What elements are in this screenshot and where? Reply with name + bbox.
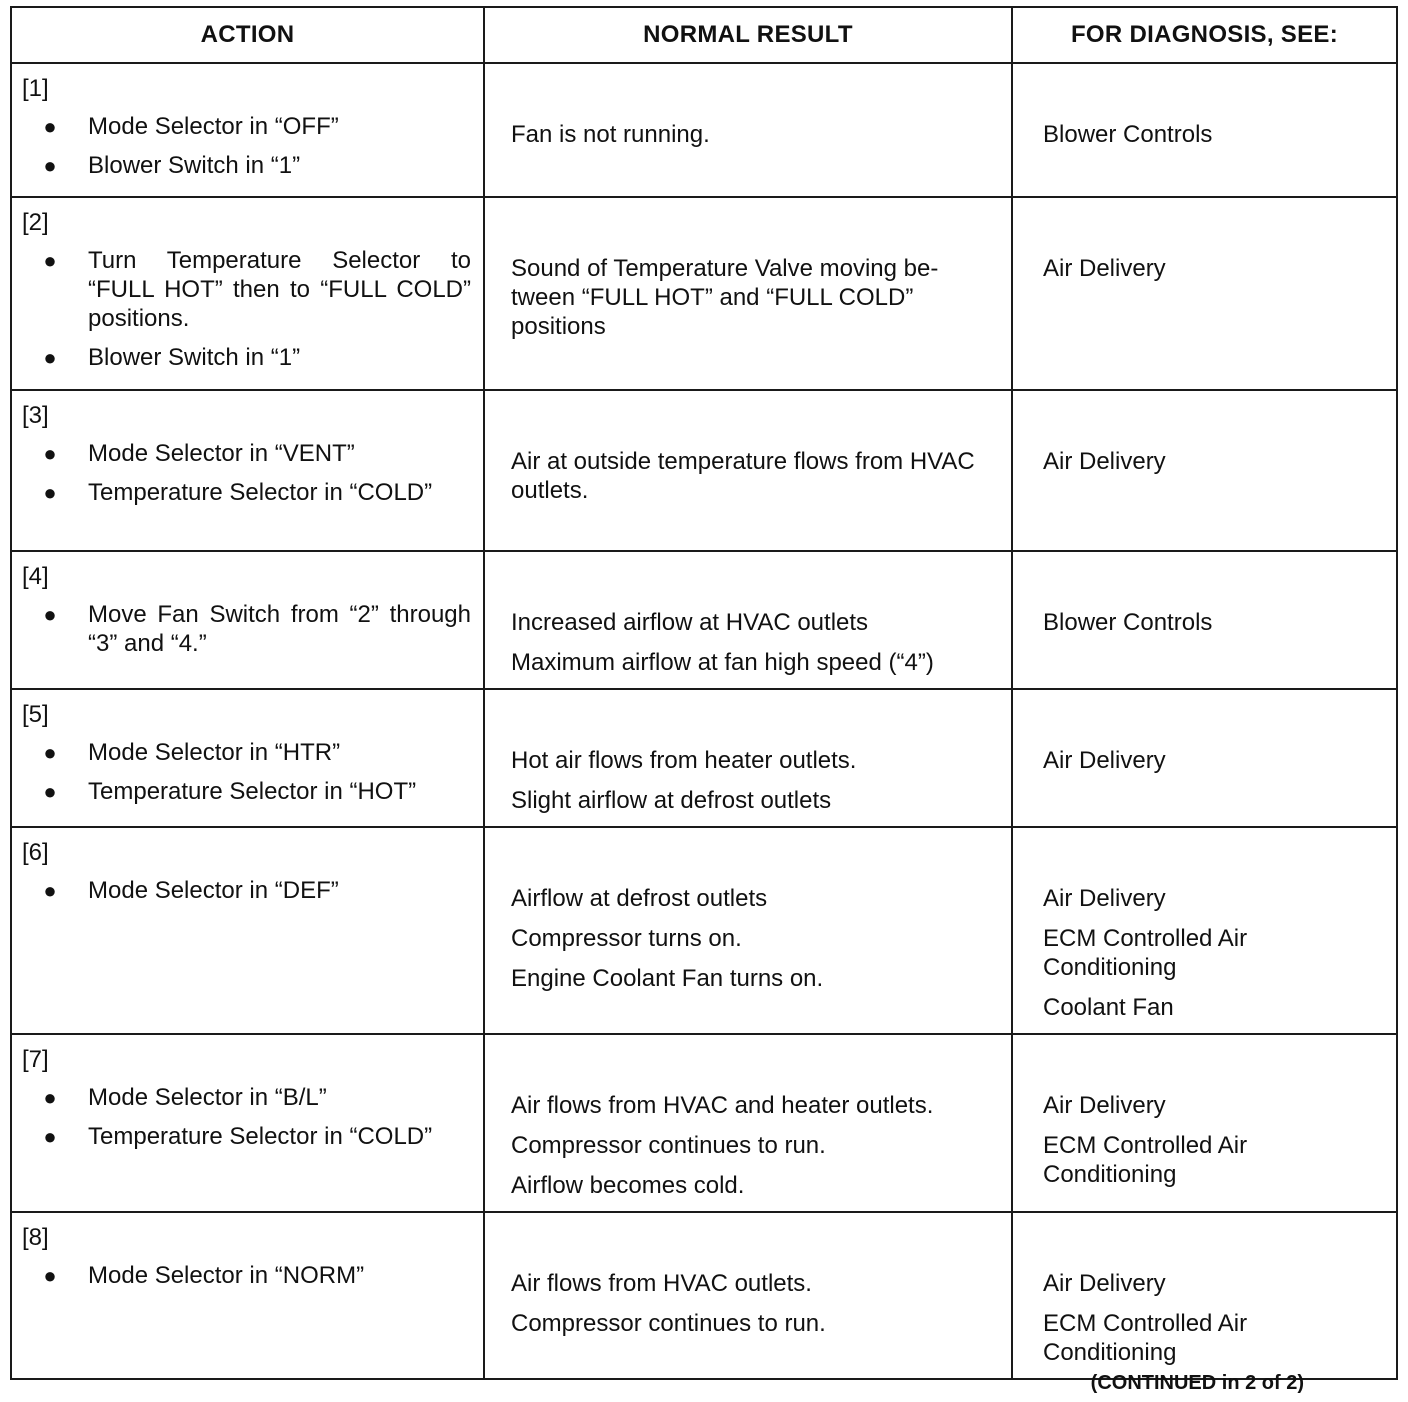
action-cell bbox=[11, 689, 484, 827]
result-cell bbox=[484, 1212, 1012, 1379]
action-text: Temperature Selector in “HOT” bbox=[88, 778, 417, 805]
diagnosis-text: Coolant Fan bbox=[1043, 994, 1174, 1021]
action-text: Move Fan Switch from “2” through “3” and “4.” bbox=[88, 601, 471, 657]
action-text: Temperature Selector in “COLD” bbox=[88, 479, 433, 506]
bullet-icon: ● bbox=[43, 779, 57, 804]
diagnosis-text: Blower Controls bbox=[1043, 121, 1213, 148]
action-item bbox=[12, 777, 471, 806]
diagnosis-cell bbox=[1012, 1034, 1397, 1212]
result-text: Increased airflow at HVAC outlets bbox=[511, 609, 869, 636]
step-number: [6] bbox=[22, 839, 49, 866]
diagnosis-text: Air Delivery bbox=[1043, 255, 1166, 282]
diagnosis-cell bbox=[1012, 689, 1397, 827]
table-row bbox=[11, 551, 1397, 689]
header-diagnosis: FOR DIAGNOSIS, SEE: bbox=[1012, 7, 1397, 63]
action-text: Mode Selector in “VENT” bbox=[88, 440, 355, 467]
result-cell bbox=[484, 827, 1012, 1034]
action-item bbox=[12, 1261, 471, 1290]
diagnosis-cell bbox=[1012, 1212, 1397, 1379]
action-item bbox=[12, 876, 471, 905]
bullet-icon: ● bbox=[43, 114, 57, 139]
action-text: Turn Temperature Selector to “FULL HOT” then to “FULL COLD” positions. bbox=[88, 247, 471, 332]
action-item bbox=[12, 1083, 471, 1112]
diagnosis-cell bbox=[1012, 197, 1397, 390]
diagnosis-table bbox=[10, 6, 1398, 1380]
step-number: [8] bbox=[22, 1224, 49, 1251]
action-cell bbox=[11, 1034, 484, 1212]
result-text: Engine Coolant Fan turns on. bbox=[511, 965, 824, 992]
action-cell bbox=[11, 551, 484, 689]
result-text: Hot air flows from heater outlets. bbox=[511, 747, 857, 774]
result-text: Maximum airflow at fan high speed (“4”) bbox=[511, 649, 934, 676]
step-number: [7] bbox=[22, 1046, 49, 1073]
diagnosis-text: ECM Controlled Air Conditioning bbox=[1043, 925, 1248, 981]
diagnosis-text: Air Delivery bbox=[1043, 448, 1166, 475]
action-text: Mode Selector in “HTR” bbox=[88, 739, 341, 766]
result-text: Air at outside temperature flows from HVAC outlets. bbox=[511, 448, 975, 504]
result-text: Air flows from HVAC outlets. bbox=[511, 1270, 812, 1297]
action-text: Temperature Selector in “COLD” bbox=[88, 1123, 433, 1150]
bullet-icon: ● bbox=[43, 441, 57, 466]
result-cell bbox=[484, 689, 1012, 827]
action-cell bbox=[11, 1212, 484, 1379]
action-item bbox=[12, 246, 471, 333]
result-cell bbox=[484, 197, 1012, 390]
bullet-icon: ● bbox=[43, 1085, 57, 1110]
action-item bbox=[12, 1122, 471, 1151]
bullet-icon: ● bbox=[43, 1263, 57, 1288]
result-text: Fan is not running. bbox=[511, 121, 710, 148]
table-row bbox=[11, 827, 1397, 1034]
step-number: [4] bbox=[22, 563, 49, 590]
result-text: Slight airflow at defrost outlets bbox=[511, 787, 832, 814]
diagnosis-text: ECM Controlled Air Conditioning bbox=[1043, 1132, 1248, 1188]
diagnosis-text: Air Delivery bbox=[1043, 885, 1166, 912]
result-cell bbox=[484, 63, 1012, 197]
action-text: Blower Switch in “1” bbox=[88, 152, 301, 179]
action-cell bbox=[11, 390, 484, 551]
diagnosis-text: Air Delivery bbox=[1043, 747, 1166, 774]
diagnosis-cell bbox=[1012, 390, 1397, 551]
action-text: Mode Selector in “DEF” bbox=[88, 877, 339, 904]
diagnosis-text: Air Delivery bbox=[1043, 1092, 1166, 1119]
action-item bbox=[12, 600, 471, 658]
diagnosis-cell bbox=[1012, 551, 1397, 689]
table-row bbox=[11, 689, 1397, 827]
continued-note: (CONTINUED in 2 of 2) bbox=[1090, 1372, 1304, 1394]
table-row bbox=[11, 390, 1397, 551]
result-text: Air flows from HVAC and heater outlets. bbox=[511, 1092, 934, 1119]
diagnosis-text: ECM Controlled Air Conditioning bbox=[1043, 1310, 1248, 1366]
table-body bbox=[11, 63, 1397, 1379]
table-row bbox=[11, 197, 1397, 390]
header-normal-result: NORMAL RESULT bbox=[484, 7, 1012, 63]
bullet-icon: ● bbox=[43, 602, 57, 627]
action-cell bbox=[11, 197, 484, 390]
step-number: [3] bbox=[22, 402, 49, 429]
result-text: Airflow at defrost outlets bbox=[511, 885, 768, 912]
table-row bbox=[11, 63, 1397, 197]
action-item bbox=[12, 151, 471, 180]
table-row bbox=[11, 1034, 1397, 1212]
diagnosis-cell bbox=[1012, 63, 1397, 197]
action-item bbox=[12, 439, 471, 468]
step-number: [1] bbox=[22, 75, 49, 102]
diagnosis-text: Air Delivery bbox=[1043, 1270, 1166, 1297]
diagnosis-text: Blower Controls bbox=[1043, 609, 1213, 636]
result-cell bbox=[484, 551, 1012, 689]
result-text: Airflow becomes cold. bbox=[511, 1172, 745, 1199]
result-cell bbox=[484, 1034, 1012, 1212]
table-row bbox=[11, 1212, 1397, 1379]
action-item bbox=[12, 112, 471, 141]
action-cell bbox=[11, 63, 484, 197]
bullet-icon: ● bbox=[43, 345, 57, 370]
result-text: Compressor continues to run. bbox=[511, 1310, 826, 1337]
action-cell bbox=[11, 827, 484, 1034]
action-item bbox=[12, 478, 471, 507]
bullet-icon: ● bbox=[43, 1124, 57, 1149]
diagnosis-cell bbox=[1012, 827, 1397, 1034]
result-text: Compressor turns on. bbox=[511, 925, 742, 952]
action-text: Blower Switch in “1” bbox=[88, 344, 301, 371]
action-item bbox=[12, 343, 471, 372]
step-number: [2] bbox=[22, 209, 49, 236]
bullet-icon: ● bbox=[43, 740, 57, 765]
bullet-icon: ● bbox=[43, 153, 57, 178]
action-text: Mode Selector in “OFF” bbox=[88, 113, 339, 140]
bullet-icon: ● bbox=[43, 480, 57, 505]
action-text: Mode Selector in “NORM” bbox=[88, 1262, 365, 1289]
step-number: [5] bbox=[22, 701, 49, 728]
action-item bbox=[12, 738, 471, 767]
header-action: ACTION bbox=[11, 7, 484, 63]
bullet-icon: ● bbox=[43, 248, 57, 273]
result-text: Compressor continues to run. bbox=[511, 1132, 826, 1159]
bullet-icon: ● bbox=[43, 878, 57, 903]
header-row bbox=[11, 7, 1397, 63]
action-text: Mode Selector in “B/L” bbox=[88, 1084, 327, 1111]
result-cell bbox=[484, 390, 1012, 551]
result-text: Sound of Temperature Valve moving be-tween “FULL HOT” and “FULL COLD” positions bbox=[511, 255, 939, 340]
